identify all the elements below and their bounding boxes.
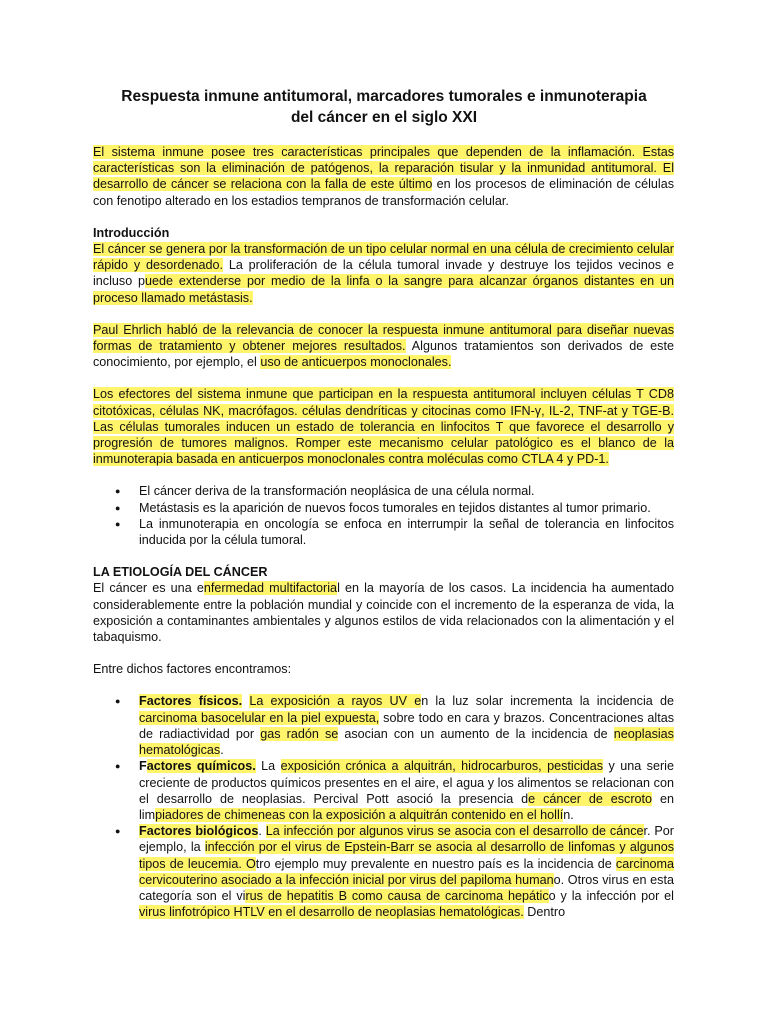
highlighted-text: Los efectores del sistema inmune que participan en la respuesta antitumoral incluyen células T CD8 citotóxicas, células NK, macrófagos. células dendríticas y citocinas como IFN-γ, IL-2, TNF-at y TGE-B. bbox=[93, 387, 674, 418]
list-item: ● Metástasis es la aparición de nuevos focos tumorales en tejidos distantes al tumor primario. bbox=[93, 500, 674, 516]
text-run: r. Por ejemplo, la bbox=[139, 824, 674, 855]
highlighted-text: exposición crónica a alquitrán, hidrocarburos, pesticidas bbox=[280, 759, 604, 774]
document-title bbox=[80, 86, 688, 128]
text-run: o. Otros virus en esta categoría son el vi bbox=[139, 872, 674, 903]
highlighted-text: uso de anticuerpos monoclonales. bbox=[260, 355, 452, 370]
text-run: F bbox=[139, 759, 147, 774]
highlighted-text: virus linfotrópico HTLV en el desarrollo de neoplasias hematológicas. bbox=[139, 905, 524, 920]
title-line-1: Respuesta inmune antitumoral, marcadores tumorales e inmunoterapia bbox=[121, 88, 647, 105]
text-run: n. bbox=[563, 807, 574, 822]
highlighted-text: rus de hepatitis B como causa de carcinoma hepátic bbox=[245, 888, 549, 903]
list-item-biological-factors bbox=[93, 823, 674, 920]
text-run: o y la infección por el bbox=[548, 888, 674, 903]
highlighted-text: neoplasias hematológicas bbox=[139, 726, 674, 758]
highlighted-text: Paul Ehrlich habló de la relevancia de conocer la respuesta inmune antitumoral para diseñar nuevas formas de tratamiento y obtener mejores resultados. bbox=[93, 322, 674, 354]
list-item: ● El cáncer deriva de la transformación neoplásica de una célula normal. bbox=[93, 483, 674, 499]
text-run: tro ejemplo muy prevalente en nuestro país es la incidencia de bbox=[255, 856, 616, 871]
text-run: y una serie creciente de productos químicos presentes en el aire, el agua y los alimentos se relacionan con el desarrollo de neoplasias. Percival Pott asoció la presencia d bbox=[139, 759, 674, 806]
text-run: l en la mayoría de los casos. La incidencia ha aumentado considerablemente entre la población mundial y coincide con el incremento de la esperanza de vida, la exposición a contaminantes ambientales y algunos estilos de vida relacionados con la alimentación y el tabaquismo. bbox=[93, 581, 674, 645]
text-run: sobre todo en cara y brazos. Concentraciones altas de radiactividad por bbox=[139, 710, 674, 741]
highlighted-text: El cáncer se genera por la transformación de un tipo celular normal en una célula de crecimiento celular rápido y desordenado. bbox=[93, 242, 674, 273]
highlighted-text: Factores biológicos bbox=[139, 824, 259, 839]
list-item: ● La inmunoterapia en oncología se enfoca en interrumpir la señal de tolerancia en linfocitos inducida por la célula tumoral. bbox=[93, 516, 674, 548]
highlighted-text: infección por el virus de Epstein-Barr se asocia al desarrollo de linfomas y algunos tipos de leucemia. O bbox=[139, 840, 674, 871]
text-run: n la luz solar incrementa la incidencia de bbox=[421, 694, 674, 709]
text-run: Algunos tratamientos son derivados de este conocimiento, por ejemplo, el bbox=[93, 339, 674, 370]
text-run: La bbox=[255, 759, 281, 774]
highlighted-text: Factores físicos. bbox=[139, 694, 243, 709]
text-run: . bbox=[258, 824, 266, 839]
text-run: en lim bbox=[139, 791, 674, 822]
highlighted-text: piadores de chimeneas con la exposición a alquitrán contenido en el hollí bbox=[155, 807, 564, 822]
highlighted-text: uede extenderse por medio de la linfa o la sangre para alcanzar órganos distantes en un proceso llamado metástasis. bbox=[93, 274, 674, 305]
paragraph-ehrlich bbox=[93, 322, 674, 371]
text-run: El cáncer es una e bbox=[93, 581, 204, 596]
title-line-2: del cáncer en el siglo XXI bbox=[290, 109, 478, 126]
paragraph-multifactorial bbox=[93, 580, 674, 645]
list-item-chemical-factors bbox=[93, 758, 674, 823]
text-run: en los procesos de eliminación de células con fenotipo alterado en los estadios tempranos de transformación celular. bbox=[93, 177, 675, 208]
highlighted-text: El sistema inmune posee tres características principales que dependen de la inflamación. Estas características son la eliminación de patógenos, la reparación tisular y la inmunidad antitumoral. El desarrollo de cáncer se relaciona con la falla de este último bbox=[93, 145, 674, 192]
highlighted-text: La infección por algunos virus se asocia con el desarrollo de cánce bbox=[265, 824, 644, 839]
highlighted-text: e cáncer de escroto bbox=[528, 791, 653, 806]
paragraph-factors-intro: Entre dichos factores encontramos: bbox=[93, 662, 292, 677]
summary-list bbox=[93, 483, 674, 548]
highlighted-text: carcinoma basocelular en la piel expuesta, bbox=[139, 710, 380, 725]
text-run: . bbox=[220, 743, 224, 758]
text-run: Dentro bbox=[523, 905, 566, 920]
highlighted-text: nfermedad multifactoria bbox=[203, 581, 338, 596]
factors-list bbox=[93, 693, 674, 920]
heading-etiologia: LA ETIOLOGÍA DEL CÁNCER bbox=[93, 565, 268, 580]
paragraph-immune-system bbox=[93, 144, 674, 209]
highlighted-text: Las células tumorales inducen un estado de tolerancia en linfocitos T que favorece el desarrollo y progresión de tumores malignos. Romper este mecanismo celular patológico es el blanco de la inmunoterapia basada en anticuerpos monoclonales contra moléculas como CTLA 4 y PD-1. bbox=[93, 419, 674, 467]
text-run: La proliferación de la célula tumoral invade y destruye los tejidos vecinos e incluso p bbox=[93, 258, 674, 289]
document-body bbox=[93, 144, 674, 920]
text-run: asocian con un aumento de la incidencia de bbox=[338, 726, 614, 741]
paragraph-cancer-definition bbox=[93, 241, 674, 306]
highlighted-text: gas radón se bbox=[260, 726, 339, 741]
highlighted-text: actores químicos. bbox=[146, 759, 256, 774]
paragraph-immune-effectors bbox=[93, 386, 674, 467]
list-item-physical-factors bbox=[93, 693, 674, 758]
highlighted-text: carcinoma cervicouterino asociado a la infección inicial por virus del papiloma human bbox=[139, 856, 674, 887]
heading-introduccion: Introducción bbox=[93, 225, 170, 240]
highlighted-text: La exposición a rayos UV e bbox=[249, 694, 422, 709]
